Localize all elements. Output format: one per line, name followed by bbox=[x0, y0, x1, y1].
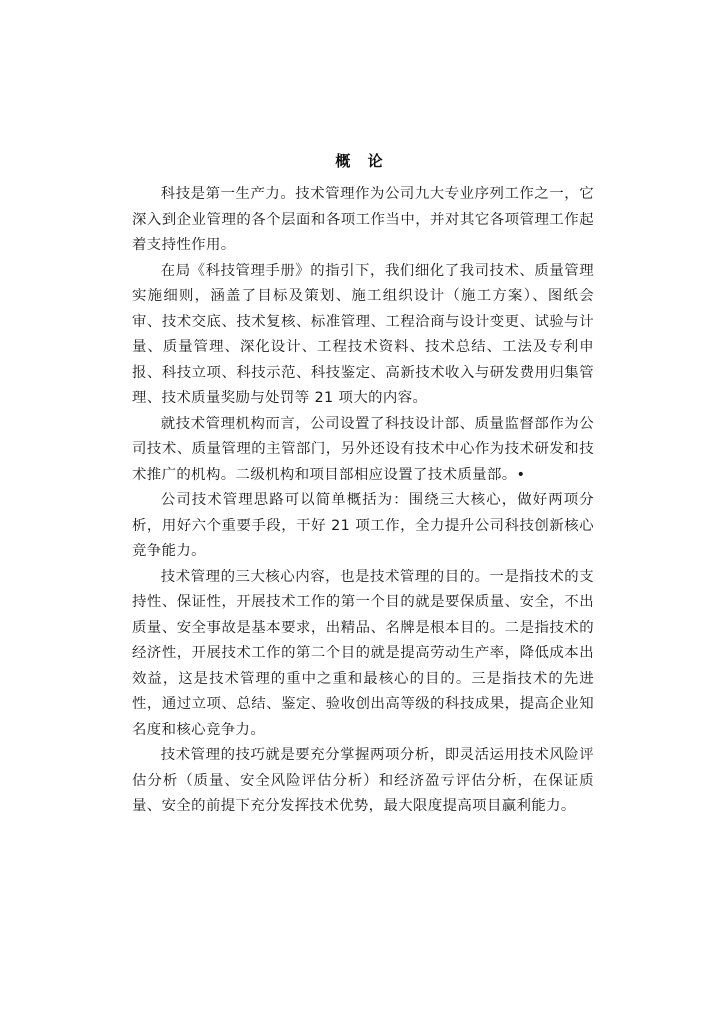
page-title: 概 论 bbox=[335, 152, 389, 170]
document-body bbox=[132, 182, 594, 820]
paragraph: 在局《科技管理手册》的指引下，我们细化了我司技术、质量管理实施细则，涵盖了目标及策划、施工组织设计（施工方案）、图纸会审、技术交底、技术复核、标准管理、工程洽商与设计变更、试验与计量、质量管理、深化设计、工程技术资料、技术总结、工法及专利申报、科技立项、科技示范、科技鉴定、高新技术收入与研发费用归集管理、技术质量奖励与处罚等 21 项大的内容。 bbox=[132, 262, 594, 406]
paragraph: 公司技术管理思路可以简单概括为：围绕三大核心，做好两项分析，用好六个重要手段，干好 21 项工作，全力提升公司科技创新核心竞争能力。 bbox=[132, 492, 594, 559]
paragraph: 技术管理的三大核心内容，也是技术管理的目的。一是指技术的支持性、保证性，开展技术工作的第一个目的就是要保质量、安全，不出质量、安全事故是基本要求，出精品、名牌是根本目的。二是指技术的经济性，开展技术工作的第二个目的就是提高劳动生产率，降低成本出效益，这是技术管理的重中之重和最核心的目的。三是指技术的先进性，通过立项、总结、鉴定、验收创出高等级的科技成果，提高企业知名度和核心竞争力。 bbox=[132, 568, 594, 738]
paragraph: 科技是第一生产力。技术管理作为公司九大专业序列工作之一，它深入到企业管理的各个层面和各项工作当中，并对其它各项管理工作起着支持性作用。 bbox=[132, 186, 594, 253]
paragraph: 技术管理的技巧就是要充分掌握两项分析，即灵活运用技术风险评估分析（质量、安全风险评估分析）和经济盈亏评估分析，在保证质量、安全的前提下充分发挥技术优势，最大限度提高项目赢利能力。 bbox=[132, 747, 594, 814]
paragraph: 就技术管理机构而言，公司设置了科技设计部、质量监督部作为公司技术、质量管理的主管部门，另外还设有技术中心作为技术研发和技术推广的机构。二级机构和项目部相应设置了技术质量部。• bbox=[132, 415, 594, 483]
